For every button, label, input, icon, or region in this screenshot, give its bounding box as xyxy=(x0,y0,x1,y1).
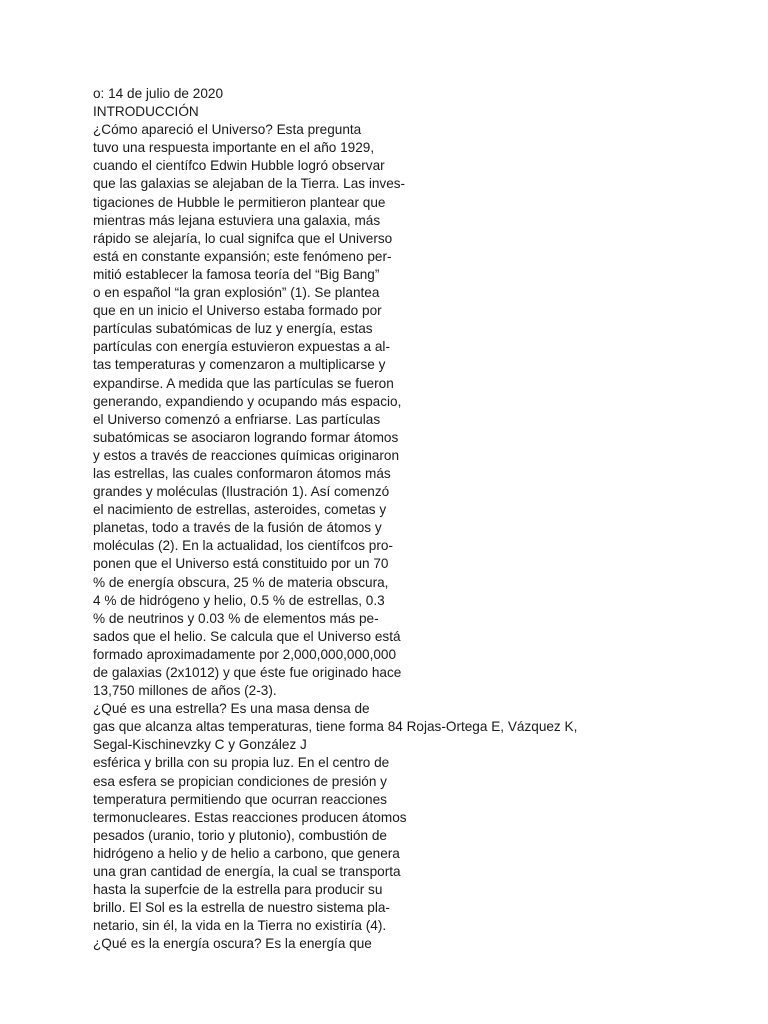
text-line: ¿Qué es la energía oscura? Es la energía que xyxy=(93,936,372,952)
text-line: hidrógeno a helio y de helio a carbono, que genera xyxy=(93,845,400,861)
text-line: subatómicas se asociaron logrando formar átomos xyxy=(93,429,399,445)
text-line: el nacimiento de estrellas, asteroides, cometas y xyxy=(93,502,387,518)
text-line: mientras más lejana estuviera una galaxia, más xyxy=(93,212,381,228)
text-line: esférica y brilla con su propia luz. En el centro de xyxy=(93,755,390,771)
text-line: 13,750 millones de años (2-3). xyxy=(93,683,277,699)
text-line: Segal-Kischinevzky C y González J xyxy=(93,737,307,753)
text-line: una gran cantidad de energía, la cual se transporta xyxy=(93,864,401,880)
text-line: moléculas (2). En la actualidad, los científcos pro- xyxy=(93,538,393,554)
text-line: expandirse. A medida que las partículas se fueron xyxy=(93,375,394,391)
text-line: ¿Cómo apareció el Universo? Esta pregunta xyxy=(93,122,362,138)
text-line: las estrellas, las cuales conformaron átomos más xyxy=(93,465,391,481)
text-line: tuvo una respuesta importante en el año 1929, xyxy=(93,140,375,156)
text-line: % de energía obscura, 25 % de materia obscura, xyxy=(93,574,389,590)
text-line: termonucleares. Estas reacciones producen átomos xyxy=(93,809,407,825)
document-body-text xyxy=(93,85,753,954)
text-line: gas que alcanza altas temperaturas, tiene forma 84 Rojas-Ortega E, Vázquez K, xyxy=(93,719,578,735)
text-line: rápido se alejaría, lo cual signifca que el Universo xyxy=(93,230,393,246)
section-heading: INTRODUCCIÓN xyxy=(93,104,199,120)
text-line: esa esfera se propician condiciones de presión y xyxy=(93,773,387,789)
text-line: o: 14 de julio de 2020 xyxy=(93,86,224,101)
text-line: temperatura permitiendo que ocurran reacciones xyxy=(93,791,387,807)
text-line: sados que el helio. Se calcula que el Universo está xyxy=(93,628,401,644)
text-line: netario, sin él, la vida en la Tierra no existiría (4). xyxy=(93,918,387,934)
text-line: planetas, todo a través de la fusión de átomos y xyxy=(93,520,382,536)
text-line: ponen que el Universo está constituido por un 70 xyxy=(93,556,389,572)
text-line: el Universo comenzó a enfriarse. Las partículas xyxy=(93,411,381,427)
text-line: brillo. El Sol es la estrella de nuestro sistema pla- xyxy=(93,900,390,916)
text-line: está en constante expansión; este fenómeno per- xyxy=(93,248,392,264)
text-line: % de neutrinos y 0.03 % de elementos más pe- xyxy=(93,610,379,626)
text-line: de galaxias (2x1012) y que éste fue originado hace xyxy=(93,665,402,680)
text-line: que las galaxias se alejaban de la Tierra. Las inves- xyxy=(93,176,406,192)
text-line: tigaciones de Hubble le permitieron plantear que xyxy=(93,194,386,210)
text-line: tas temperaturas y comenzaron a multiplicarse y xyxy=(93,357,386,373)
text-line: 4 % de hidrógeno y helio, 0.5 % de estrellas, 0.3 xyxy=(93,592,385,608)
text-line: que en un inicio el Universo estaba formado por xyxy=(93,303,382,319)
text-line: ¿Qué es una estrella? Es una masa densa de xyxy=(93,701,370,717)
text-line: grandes y moléculas (Ilustración 1). Así comenzó xyxy=(93,484,390,500)
text-line: cuando el científco Edwin Hubble logró observar xyxy=(93,158,385,174)
text-line: partículas subatómicas de luz y energía, estas xyxy=(93,321,373,337)
text-line: generando, expandiendo y ocupando más espacio, xyxy=(93,393,402,409)
text-line: hasta la superfcie de la estrella para producir su xyxy=(93,882,383,898)
text-line: o en español “la gran explosión” (1). Se plantea xyxy=(93,285,380,301)
text-line: mitió establecer la famosa teoría del “Big Bang” xyxy=(93,266,380,282)
text-line: partículas con energía estuvieron expuestas a al- xyxy=(93,339,390,355)
text-line: y estos a través de reacciones químicas originaron xyxy=(93,447,400,463)
text-line: formado aproximadamente por 2,000,000,000,000 xyxy=(93,646,397,662)
text-line: pesados (uranio, torio y plutonio), combustión de xyxy=(93,827,387,843)
